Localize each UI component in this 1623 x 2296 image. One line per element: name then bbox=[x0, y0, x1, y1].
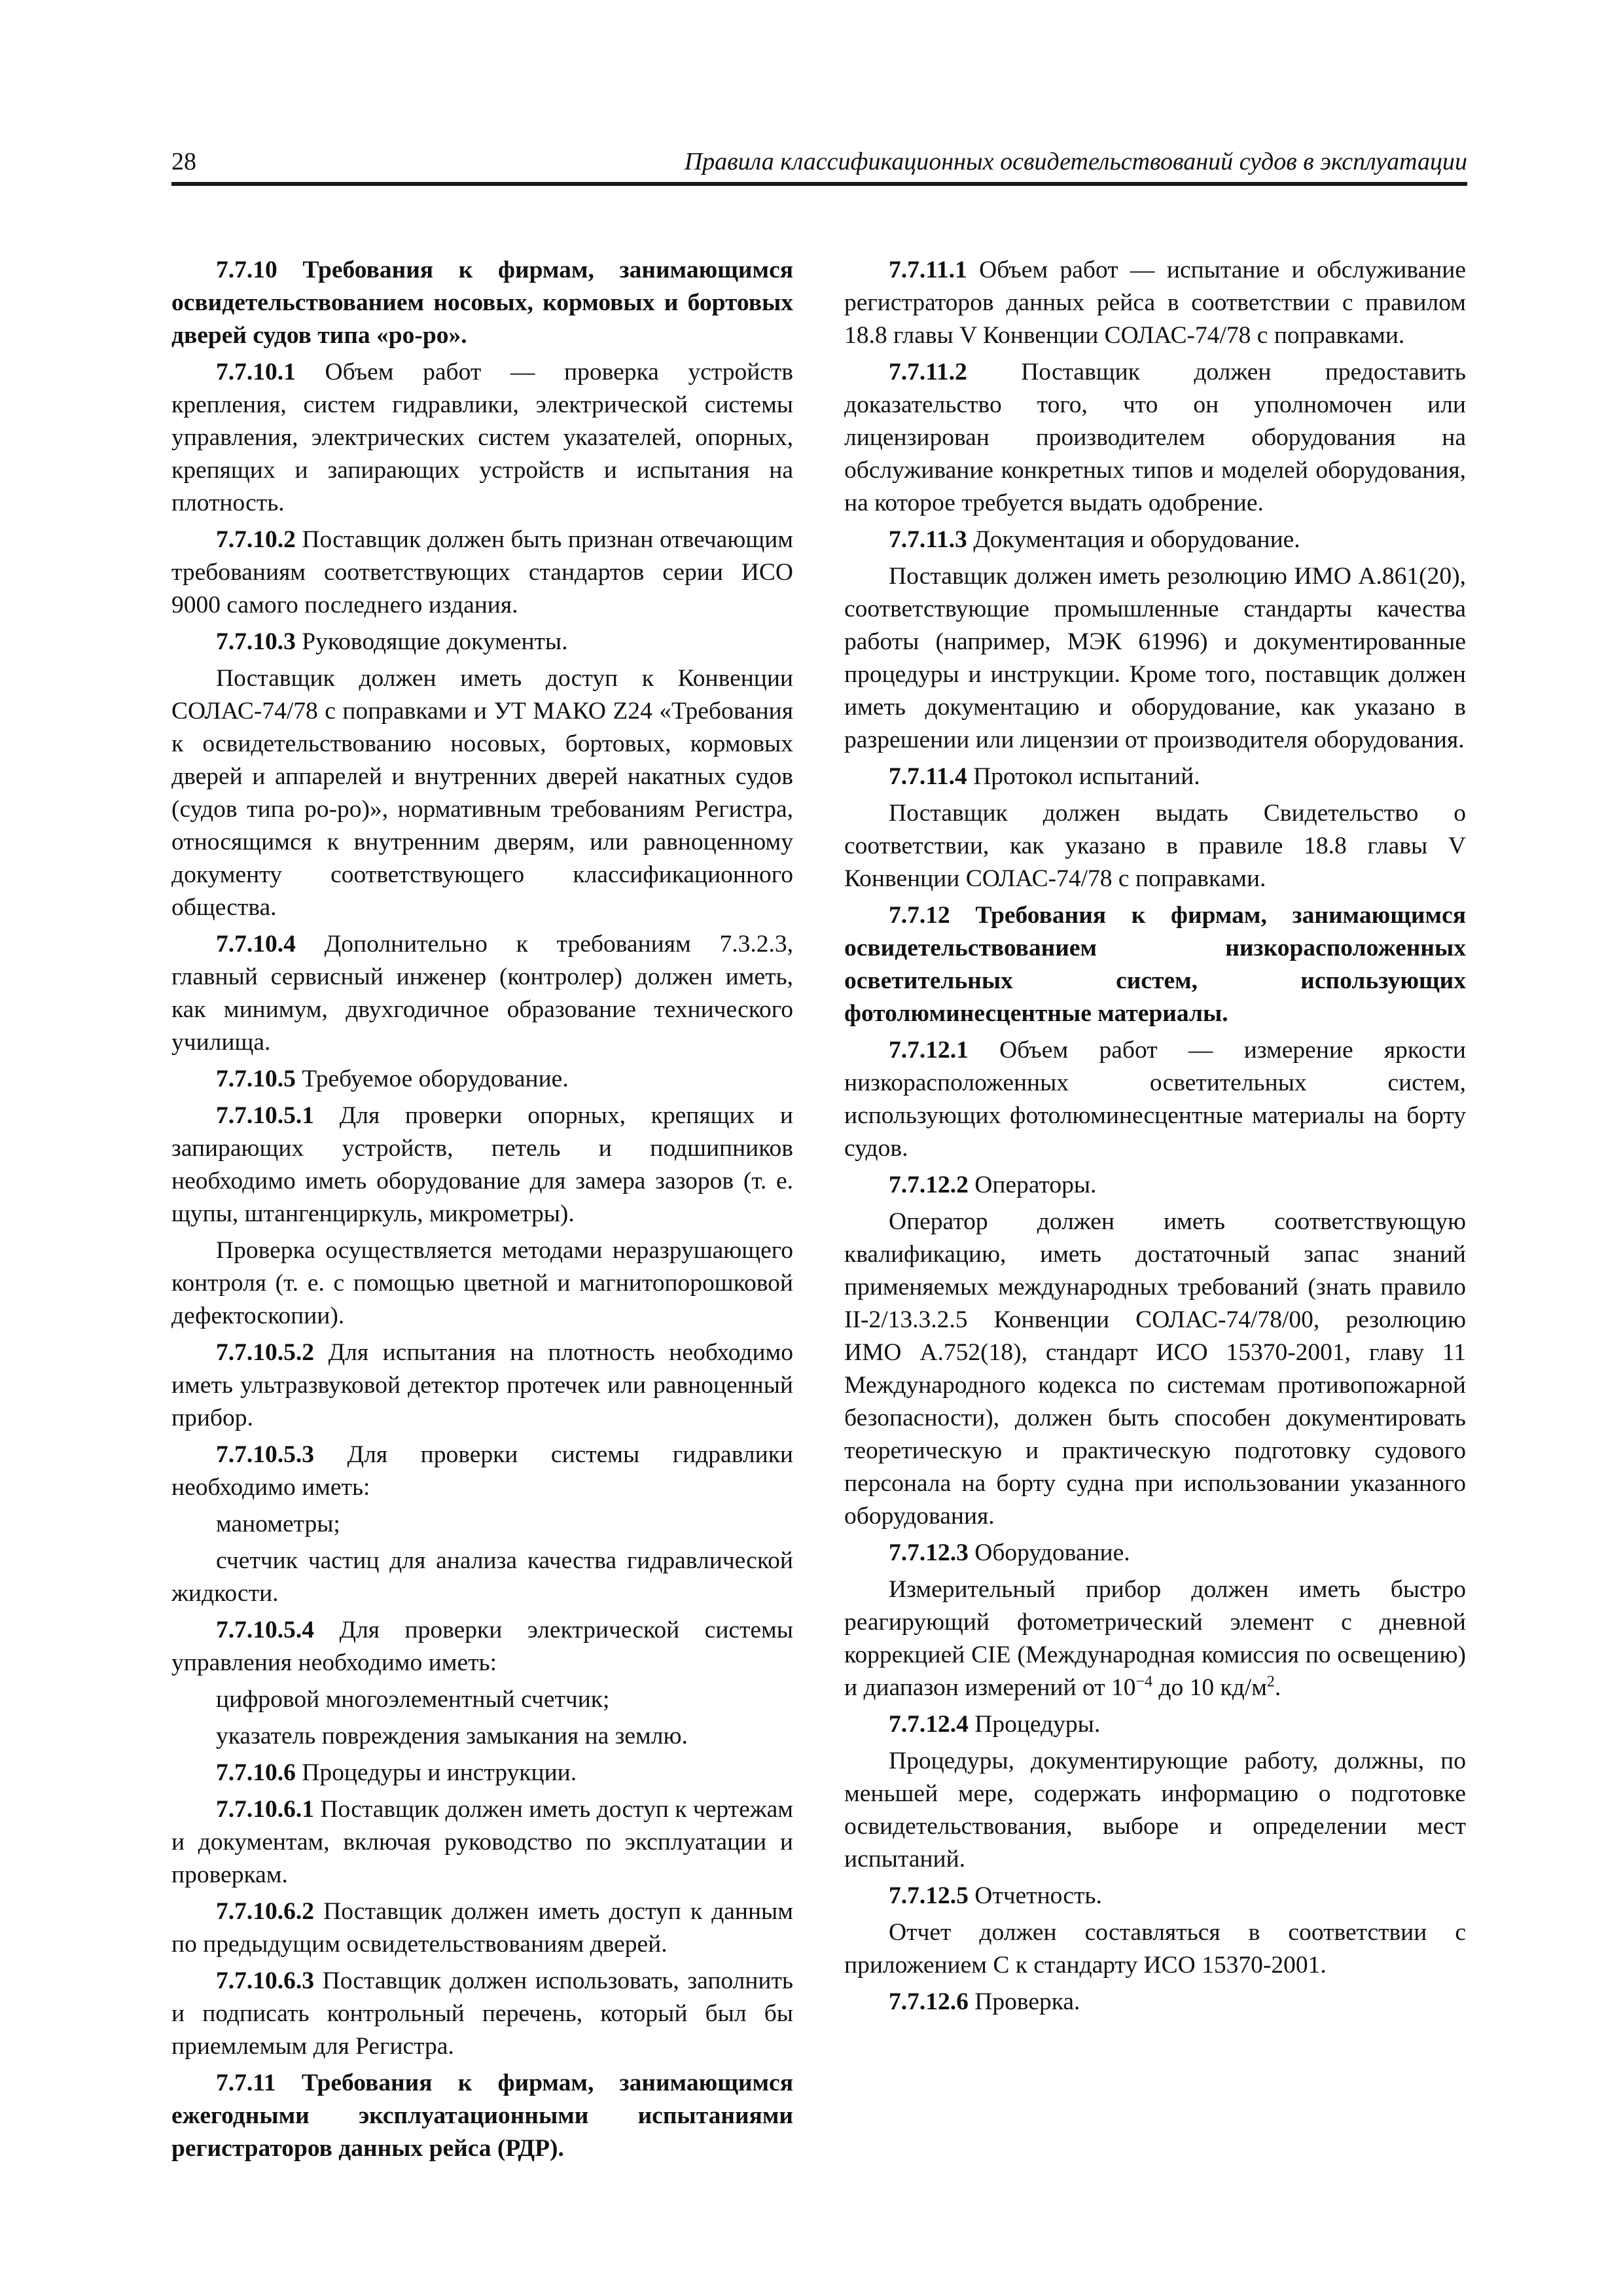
clause-text: Руководящие документы. bbox=[295, 628, 568, 655]
list-item: указатель повреждения замыкания на землю. bbox=[216, 1723, 688, 1749]
clause-number: 7.7.10.6.3 bbox=[216, 1967, 314, 1994]
clause-text: Для проверки опорных, крепящих и запирающих устройств, петель и подшипников необходимо иметь оборудование для замера зазоров (т. е. щупы, штангенциркуль, микрометры). bbox=[171, 1102, 793, 1227]
paragraph bbox=[171, 524, 793, 622]
paragraph bbox=[844, 356, 1466, 520]
clause-number: 7.7.12.5 bbox=[889, 1882, 969, 1909]
clause-text: Проверка. bbox=[968, 1988, 1080, 2015]
paragraph bbox=[844, 1708, 1466, 1741]
clause-number: 7.7.12.1 bbox=[889, 1037, 969, 1064]
clause-text: Документация и оборудование. bbox=[967, 526, 1300, 553]
clause-text: Для проверки системы гидравлики необходимо иметь: bbox=[171, 1441, 793, 1501]
list-item: манометры; bbox=[216, 1511, 340, 1537]
paragraph bbox=[171, 1965, 793, 2063]
clause-text: Отчетность. bbox=[968, 1882, 1102, 1909]
clause-text: Объем работ — проверка устройств крепления, систем гидравлики, электрической системы управления, электрических систем указателей, опорных, крепящих и запирающих устройств и испытания на плотность. bbox=[171, 359, 793, 516]
clause-number: 7.7.10.2 bbox=[216, 526, 296, 553]
clause-text: Объем работ — измерение яркости низкорасположенных осветительных систем, использующих фотолюминесцентные материалы на борту судов. bbox=[844, 1037, 1466, 1162]
page-header bbox=[171, 145, 1467, 186]
clause-number: 7.7.10.5.4 bbox=[216, 1617, 314, 1643]
paragraph bbox=[844, 1537, 1466, 1570]
paragraph bbox=[171, 1793, 793, 1892]
paragraph bbox=[171, 626, 793, 658]
section-heading-7-7-12: 7.7.12 Требования к фирмам, занимающимся освидетельствованием низкорасположенных осветительных систем, использующих фотолюминесцентные материалы. bbox=[844, 902, 1466, 1027]
clause-text: Для испытания на плотность необходимо иметь ультразвуковой детектор протечек или равноценный прибор. bbox=[171, 1339, 793, 1431]
clause-number: 7.7.11.1 bbox=[889, 257, 967, 283]
text-run: до 10 кд/м bbox=[1152, 1674, 1267, 1701]
clause-number: 7.7.11.3 bbox=[889, 526, 967, 553]
paragraph: Отчет должен составляться в соответствии с приложением С к стандарту ИСО 15370-2001. bbox=[844, 1919, 1466, 1979]
paragraph bbox=[171, 356, 793, 520]
paragraph bbox=[171, 1614, 793, 1679]
paragraph bbox=[171, 928, 793, 1059]
clause-text: Требуемое оборудование. bbox=[295, 1066, 569, 1092]
superscript: −4 bbox=[1135, 1673, 1153, 1691]
list-item: цифровой многоэлементный счетчик; bbox=[216, 1686, 610, 1713]
paragraph bbox=[844, 1034, 1466, 1165]
paragraph bbox=[171, 1336, 793, 1435]
clause-number: 7.7.10.5.1 bbox=[216, 1102, 314, 1129]
clause-number: 7.7.10.3 bbox=[216, 628, 296, 655]
running-title: Правила классификационных освидетельствований судов в эксплуатации bbox=[684, 148, 1467, 175]
paragraph bbox=[844, 254, 1466, 352]
clause-text: Оборудование. bbox=[968, 1539, 1130, 1566]
clause-number: 7.7.10.5.3 bbox=[216, 1441, 314, 1468]
paragraph bbox=[171, 1439, 793, 1504]
list-item: счетчик частиц для анализа качества гидравлической жидкости. bbox=[171, 1547, 793, 1607]
paragraph: Оператор должен иметь соответствующую квалификацию, иметь достаточный запас знаний применяемых международных требований (знать правило II-2/13.3.2.5 Конвенции СОЛАС-74/78/00, резолюцию ИМО А.752(18), стандарт ИСО 15370-2001, главу 11 Международного кодекса по системам противопожарной безопасности), должен быть способен документировать теоретическую и практическую подготовку судового персонала на борту судна при использовании указанного оборудования. bbox=[844, 1208, 1466, 1530]
clause-text: Процедуры. bbox=[968, 1711, 1101, 1738]
paragraph: Поставщик должен выдать Свидетельство о соответствии, как указано в правиле 18.8 главы V Конвенции СОЛАС-74/78 с поправками. bbox=[844, 800, 1466, 892]
clause-text: Объем работ — испытание и обслуживание регистраторов данных рейса в соответствии с правилом 18.8 главы V Конвенции СОЛАС-74/78 с поправками. bbox=[844, 257, 1466, 349]
right-column bbox=[844, 254, 1466, 2022]
clause-text: Поставщик должен предоставить доказательство того, что он уполномочен или лицензирован производителем оборудования на обслуживание конкретных типов и моделей оборудования, на которое требуется выдать одобрение. bbox=[844, 359, 1466, 516]
clause-text: Процедуры и инструкции. bbox=[295, 1759, 577, 1786]
clause-number: 7.7.10.1 bbox=[216, 359, 296, 386]
clause-number: 7.7.10.6.2 bbox=[216, 1898, 314, 1925]
paragraph bbox=[171, 1100, 793, 1230]
clause-number: 7.7.12.3 bbox=[889, 1539, 969, 1566]
paragraph bbox=[844, 1880, 1466, 1912]
text-run: . bbox=[1274, 1674, 1281, 1701]
paragraph bbox=[171, 1757, 793, 1789]
clause-number: 7.7.10.6.1 bbox=[216, 1796, 314, 1823]
clause-number: 7.7.11.4 bbox=[889, 763, 967, 790]
paragraph: Проверка осуществляется методами неразрушающего контроля (т. е. с помощью цветной и магнитопорошковой дефектоскопии). bbox=[171, 1237, 793, 1329]
clause-text: Дополнительно к требованиям 7.3.2.3, главный сервисный инженер (контролер) должен иметь, как минимум, двухгодичное образование технического училища. bbox=[171, 931, 793, 1056]
clause-number: 7.7.12.2 bbox=[889, 1172, 969, 1198]
clause-number: 7.7.10.5 bbox=[216, 1066, 296, 1092]
clause-text: Поставщик должен использовать, заполнить и подписать контрольный перечень, который был бы приемлемым для Регистра. bbox=[171, 1967, 793, 2060]
section-heading-7-7-11: 7.7.11 Требования к фирмам, занимающимся ежегодными эксплуатационными испытаниями регистраторов данных рейса (РДР). bbox=[171, 2070, 793, 2162]
superscript: 2 bbox=[1266, 1673, 1275, 1691]
clause-text: Поставщик должен быть признан отвечающим требованиям соответствующих стандартов серии ИСО 9000 самого последнего издания. bbox=[171, 526, 793, 619]
paragraph bbox=[171, 1895, 793, 1961]
clause-number: 7.7.12.4 bbox=[889, 1711, 969, 1738]
clause-text: Поставщик должен иметь доступ к данным по предыдущим освидетельствованиям дверей. bbox=[171, 1898, 793, 1958]
clause-text: Поставщик должен иметь доступ к чертежам и документам, включая руководство по эксплуатации и проверкам. bbox=[171, 1796, 793, 1888]
paragraph bbox=[844, 1169, 1466, 1202]
left-column bbox=[171, 254, 793, 2169]
clause-number: 7.7.12.6 bbox=[889, 1988, 969, 2015]
clause-number: 7.7.11.2 bbox=[889, 359, 967, 386]
paragraph bbox=[844, 524, 1466, 556]
section-heading-7-7-10: 7.7.10 Требования к фирмам, занимающимся освидетельствованием носовых, кормовых и бортовых дверей судов типа «ро-ро». bbox=[171, 257, 793, 349]
paragraph: Поставщик должен иметь доступ к Конвенции СОЛАС-74/78 с поправками и УТ МАКО Z24 «Требования к освидетельствованию носовых, бортовых, кормовых дверей и аппарелей и внутренних дверей накатных судов (судов типа ро-ро)», нормативным требованиям Регистра, относящимся к внутренним дверям, или равноценному документу соответствующего классификационного общества. bbox=[171, 665, 793, 921]
page-number: 28 bbox=[171, 148, 196, 175]
clause-number: 7.7.10.6 bbox=[216, 1759, 296, 1786]
paragraph bbox=[844, 761, 1466, 793]
paragraph bbox=[171, 1063, 793, 1096]
paragraph bbox=[844, 1573, 1466, 1704]
text-run: Измерительный прибор должен иметь быстро реагирующий фотометрический элемент с дневной коррекцией CIE (Международная комиссия по освещению) и диапазон измерений от 10 bbox=[844, 1576, 1466, 1701]
paragraph bbox=[844, 1986, 1466, 2018]
clause-text: Операторы. bbox=[968, 1172, 1097, 1198]
paragraph: Поставщик должен иметь резолюцию ИМО А.861(20), соответствующие промышленные стандарты качества работы (например, МЭК 61996) и документированные процедуры и инструкции. Кроме того, поставщик должен иметь документацию и оборудование, как указано в разрешении или лицензии от производителя оборудования. bbox=[844, 563, 1466, 753]
clause-text: Для проверки электрической системы управления необходимо иметь: bbox=[171, 1617, 793, 1676]
clause-number: 7.7.10.4 bbox=[216, 931, 296, 958]
paragraph: Процедуры, документирующие работу, должны, по меньшей мере, содержать информацию о подготовке освидетельствования, выборе и определении мест испытаний. bbox=[844, 1748, 1466, 1873]
clause-number: 7.7.10.5.2 bbox=[216, 1339, 314, 1366]
clause-text: Протокол испытаний. bbox=[967, 763, 1200, 790]
